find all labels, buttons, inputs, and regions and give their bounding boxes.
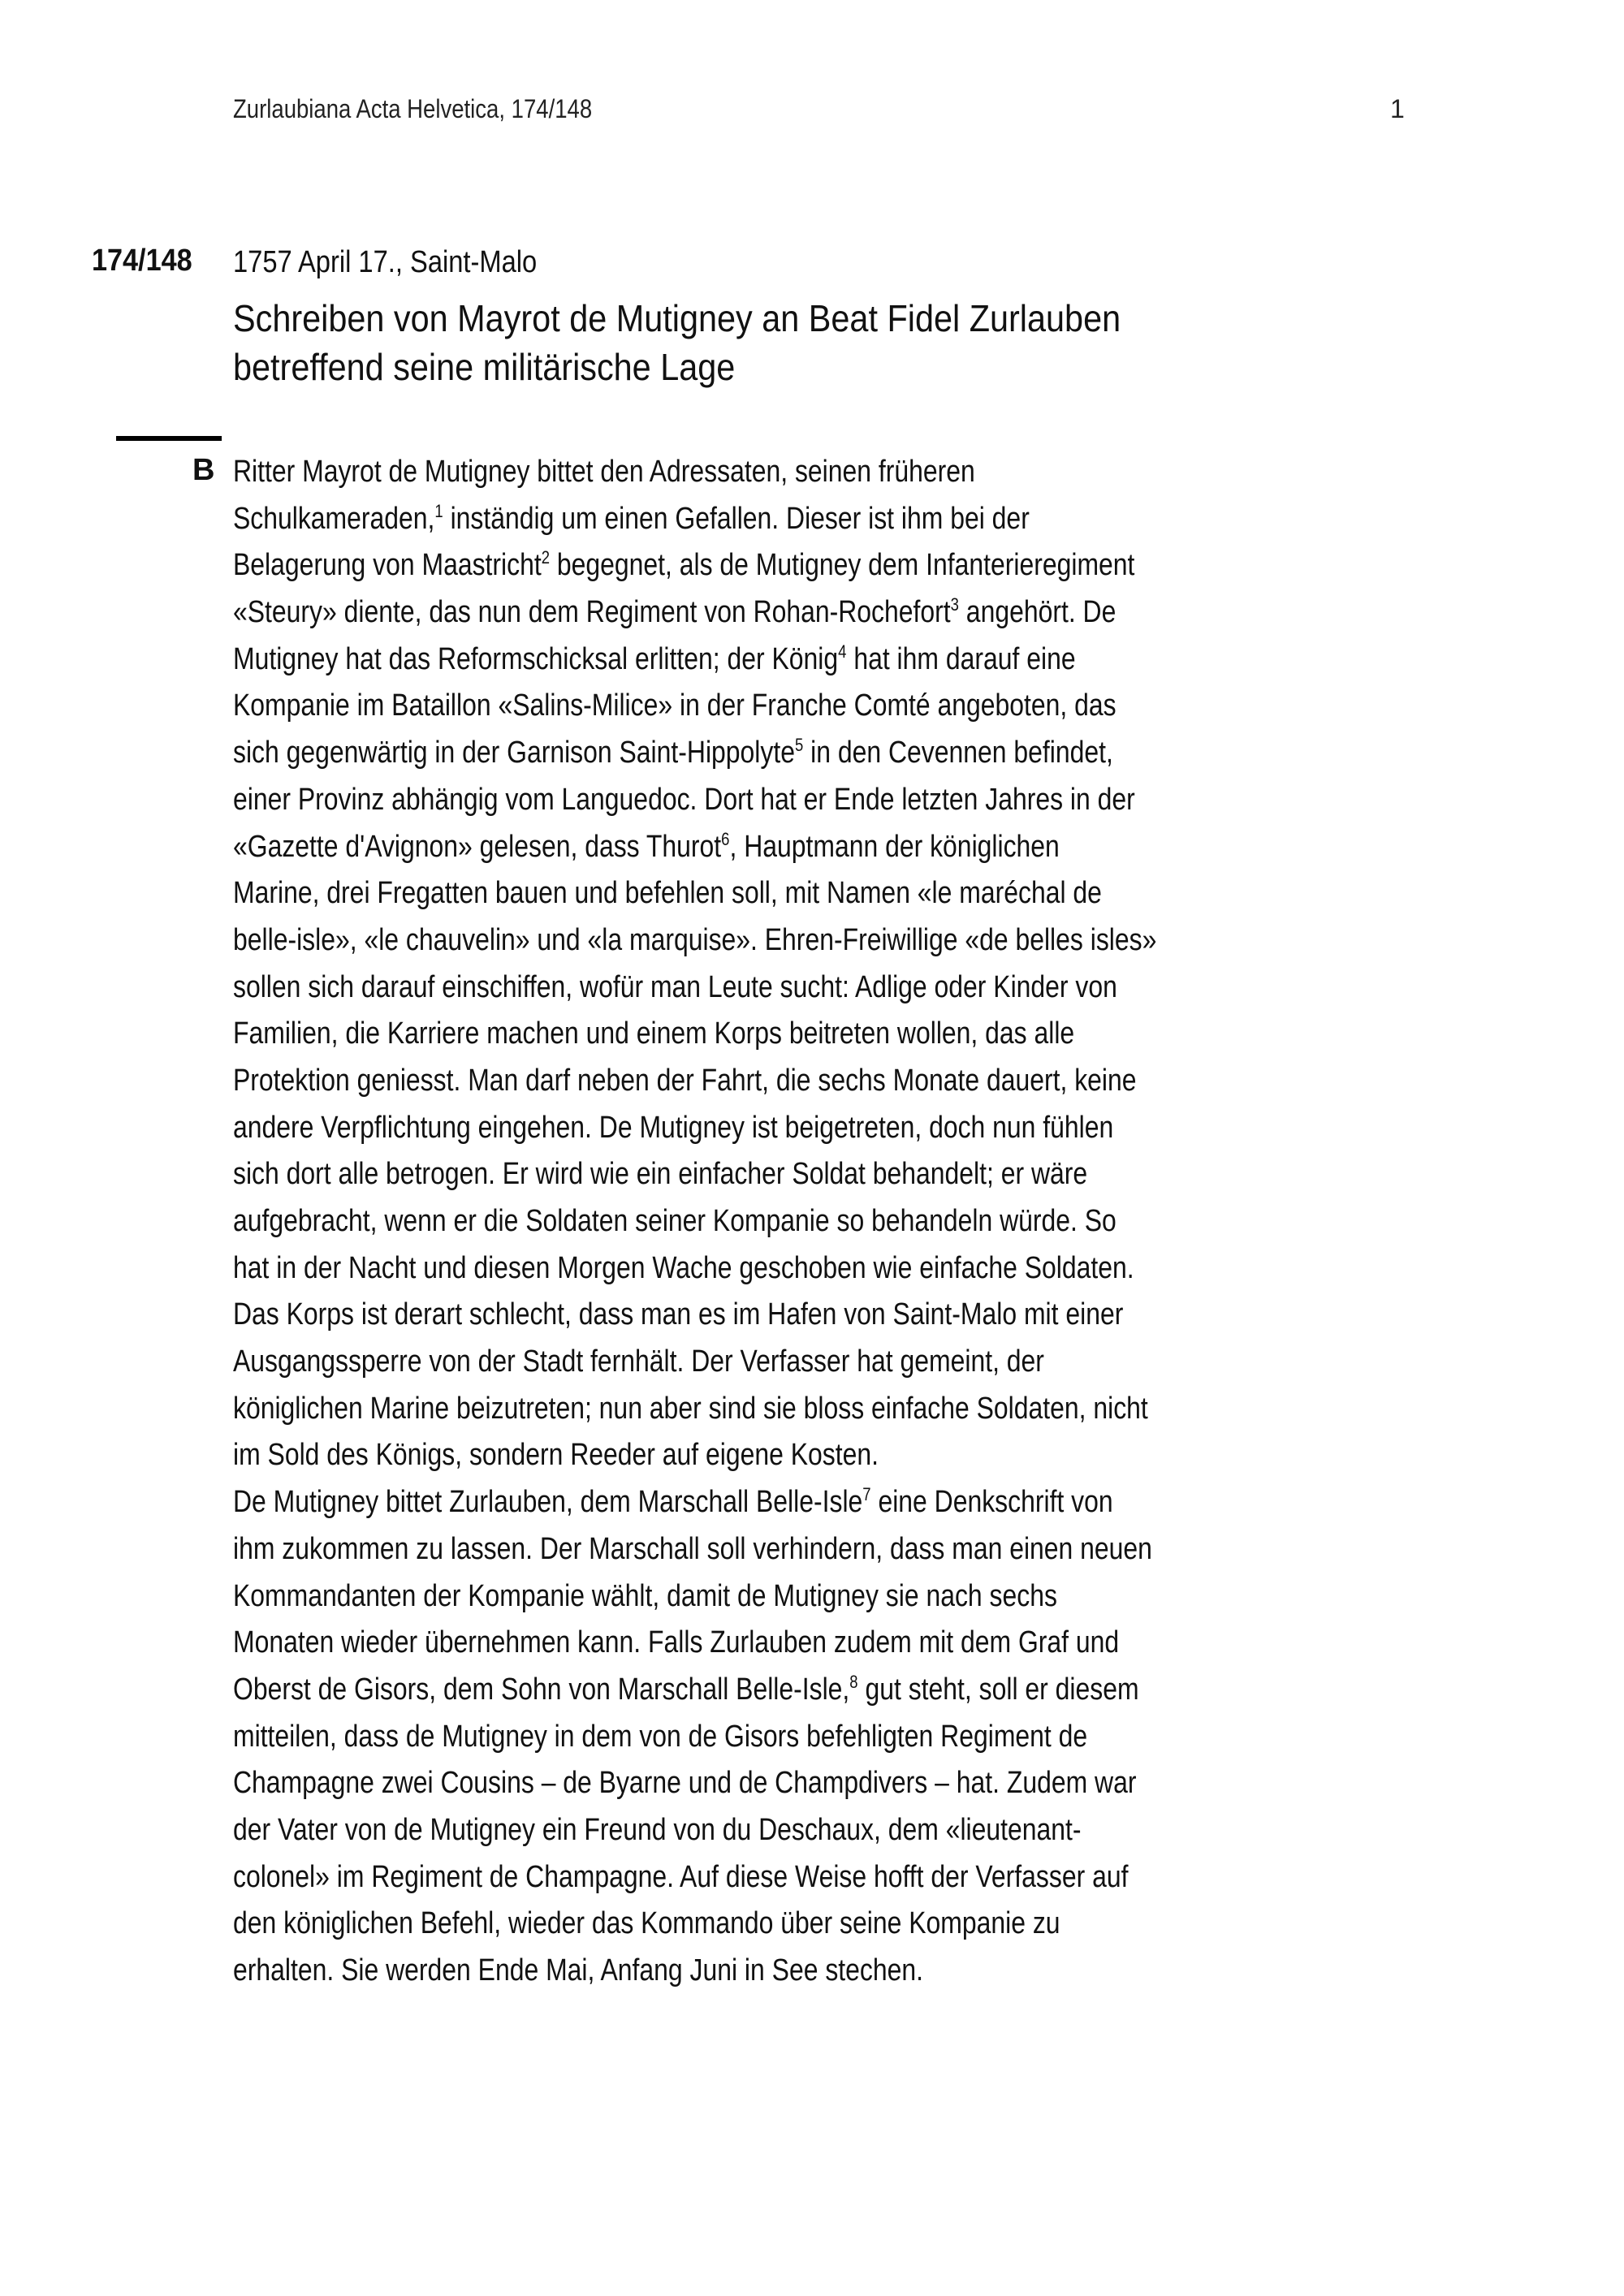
- body-text-line: [233, 824, 1156, 871]
- text-segment: begegnet, als de Mutigney dem Infanterieregiment: [549, 548, 1135, 583]
- text-segment: eine Denkschrift von: [870, 1485, 1113, 1520]
- text-segment: hat ihm darauf eine: [846, 641, 1076, 676]
- text-segment: sollen sich darauf einschiffen, wofür man Leute sucht: Adlige oder Kinder von: [233, 969, 1117, 1004]
- body-text-line: [233, 496, 1156, 543]
- text-segment: Das Korps ist derart schlecht, dass man es im Hafen von Saint-Malo mit einer: [233, 1297, 1124, 1332]
- body-text-line: [233, 1948, 1156, 1995]
- body-text-line: [233, 683, 1156, 730]
- text-segment: der Vater von de Mutigney ein Freund von du Deschaux, dem «lieutenant-: [233, 1812, 1082, 1847]
- footnote-ref: 2: [541, 547, 550, 568]
- regest-body: [233, 449, 1332, 1995]
- text-segment: königlichen Marine beizutreten; nun aber sind sie bloss einfache Soldaten, nicht: [233, 1391, 1148, 1426]
- text-segment: den königlichen Befehl, wieder das Kommando über seine Kompanie zu: [233, 1906, 1060, 1941]
- text-segment: Ausgangssperre von der Stadt fernhält. Der Verfasser hat gemeint, der: [233, 1344, 1044, 1379]
- text-segment: ihm zukommen zu lassen. Der Marschall soll verhindern, dass man einen neuen: [233, 1531, 1152, 1566]
- footnote-ref: 5: [794, 735, 804, 756]
- text-segment: aufgebracht, wenn er die Soldaten seiner Kompanie so behandeln würde. So: [233, 1204, 1116, 1238]
- entry-title-line: betreffend seine militärische Lage: [233, 346, 736, 388]
- text-segment: erhalten. Sie werden Ende Mai, Anfang Juni in See stechen.: [233, 1953, 923, 1987]
- body-text-line: [233, 1760, 1156, 1807]
- footnote-ref: 1: [434, 500, 443, 521]
- text-segment: De Mutigney bittet Zurlauben, dem Marschall Belle-Isle: [233, 1485, 863, 1520]
- body-text-line: [233, 870, 1156, 917]
- text-segment: angehört. De: [958, 595, 1116, 630]
- body-text-line: [233, 1292, 1156, 1339]
- body-text-line: [233, 1105, 1156, 1152]
- text-segment: Ritter Mayrot de Mutigney bittet den Adressaten, seinen früheren: [233, 455, 975, 489]
- text-segment: «Steury» diente, das nun dem Regiment von Rohan-Rochefort: [233, 595, 951, 630]
- text-segment: Kompanie im Bataillon «Salins-Milice» in der Franche Comté angeboten, das: [233, 688, 1116, 723]
- page-number: 1: [1390, 94, 1405, 123]
- text-segment: Schulkameraden,: [233, 501, 435, 536]
- body-text-line: [233, 965, 1156, 1012]
- text-segment: andere Verpflichtung eingehen. De Mutigney ist beigetreten, doch nun fühlen: [233, 1110, 1114, 1145]
- text-segment: hat in der Nacht und diesen Morgen Wache geschoben wie einfache Soldaten.: [233, 1250, 1134, 1285]
- body-text-line: [233, 1151, 1156, 1198]
- body-text-line: [233, 542, 1156, 589]
- body-text-line: [233, 1667, 1156, 1714]
- footnote-ref: 6: [721, 828, 730, 849]
- text-segment: inständig um einen Gefallen. Dieser ist ihm bei der: [443, 501, 1030, 536]
- entry-title-line: Schreiben von Mayrot de Mutigney an Beat Fidel Zurlauben: [233, 297, 1121, 339]
- body-text-line: [233, 1854, 1156, 1901]
- body-text-line: [233, 1245, 1156, 1293]
- text-segment: gut steht, soll er diesem: [857, 1672, 1139, 1707]
- body-text-line: [233, 1573, 1156, 1621]
- text-segment: «Gazette d'Avignon» gelesen, dass Thurot: [233, 829, 722, 864]
- body-text-line: [233, 1339, 1156, 1386]
- text-segment: sich gegenwärtig in der Garnison Saint-Hippolyte: [233, 736, 795, 770]
- body-text-line: [233, 1011, 1156, 1058]
- text-segment: mitteilen, dass de Mutigney in dem von de Gisors befehligten Regiment de: [233, 1719, 1088, 1754]
- body-text-line: [233, 589, 1156, 637]
- text-segment: im Sold des Königs, sondern Reeder auf eigene Kosten.: [233, 1438, 879, 1473]
- body-text-line: [233, 1198, 1156, 1245]
- entry-date-place: 1757 April 17., Saint-Malo: [233, 245, 538, 279]
- text-segment: Belagerung von Maastricht: [233, 548, 542, 583]
- text-segment: Kommandanten der Kompanie wählt, damit de Mutigney sie nach sechs: [233, 1578, 1057, 1613]
- body-text-line: [233, 1807, 1156, 1854]
- body-text-line: [233, 917, 1156, 965]
- text-segment: Monaten wieder übernehmen kann. Falls Zurlauben zudem mit dem Graf und: [233, 1625, 1120, 1660]
- footnote-ref: 8: [849, 1671, 858, 1692]
- entry-number: 174/148: [92, 244, 192, 278]
- text-segment: Protektion geniesst. Man darf neben der Fahrt, die sechs Monate dauert, keine: [233, 1063, 1137, 1098]
- body-text-line: [233, 1901, 1156, 1948]
- section-divider: [116, 436, 222, 441]
- body-text-line: [233, 1479, 1156, 1526]
- entry-title: [233, 294, 1121, 391]
- running-header: Zurlaubiana Acta Helvetica, 174/148: [233, 94, 593, 123]
- text-segment: belle-isle», «le chauvelin» und «la marquise». Ehren-Freiwillige «de belles isles»: [233, 922, 1157, 957]
- footnote-ref: 7: [862, 1484, 871, 1505]
- body-text-line: [233, 1714, 1156, 1761]
- body-text-line: [233, 1058, 1156, 1105]
- body-text-line: [233, 1526, 1156, 1573]
- body-text-line: [233, 449, 1156, 496]
- text-segment: einer Provinz abhängig vom Languedoc. Dort hat er Ende letzten Jahres in der: [233, 782, 1135, 817]
- text-segment: Oberst de Gisors, dem Sohn von Marschall Belle-Isle,: [233, 1672, 850, 1707]
- body-text-line: [233, 637, 1156, 684]
- body-text-line: [233, 1386, 1156, 1433]
- section-label: B: [192, 453, 215, 487]
- text-segment: Mutigney hat das Reformschicksal erlitten; der König: [233, 641, 839, 676]
- text-segment: colonel» im Regiment de Champagne. Auf diese Weise hofft der Verfasser auf: [233, 1859, 1129, 1894]
- footnote-ref: 4: [838, 641, 847, 662]
- footnote-ref: 3: [950, 594, 959, 615]
- body-text-line: [233, 777, 1156, 824]
- body-text-line: [233, 730, 1156, 777]
- text-segment: Marine, drei Fregatten bauen und befehlen soll, mit Namen «le maréchal de: [233, 876, 1102, 911]
- text-segment: in den Cevennen befindet,: [803, 736, 1113, 770]
- text-segment: Familien, die Karriere machen und einem Korps beitreten wollen, das alle: [233, 1016, 1075, 1051]
- body-text-line: [233, 1620, 1156, 1667]
- text-segment: Champagne zwei Cousins – de Byarne und de Champdivers – hat. Zudem war: [233, 1766, 1137, 1801]
- body-text-line: [233, 1432, 1156, 1479]
- text-segment: sich dort alle betrogen. Er wird wie ein einfacher Soldat behandelt; er wäre: [233, 1157, 1088, 1192]
- text-segment: , Hauptmann der königlichen: [729, 829, 1060, 864]
